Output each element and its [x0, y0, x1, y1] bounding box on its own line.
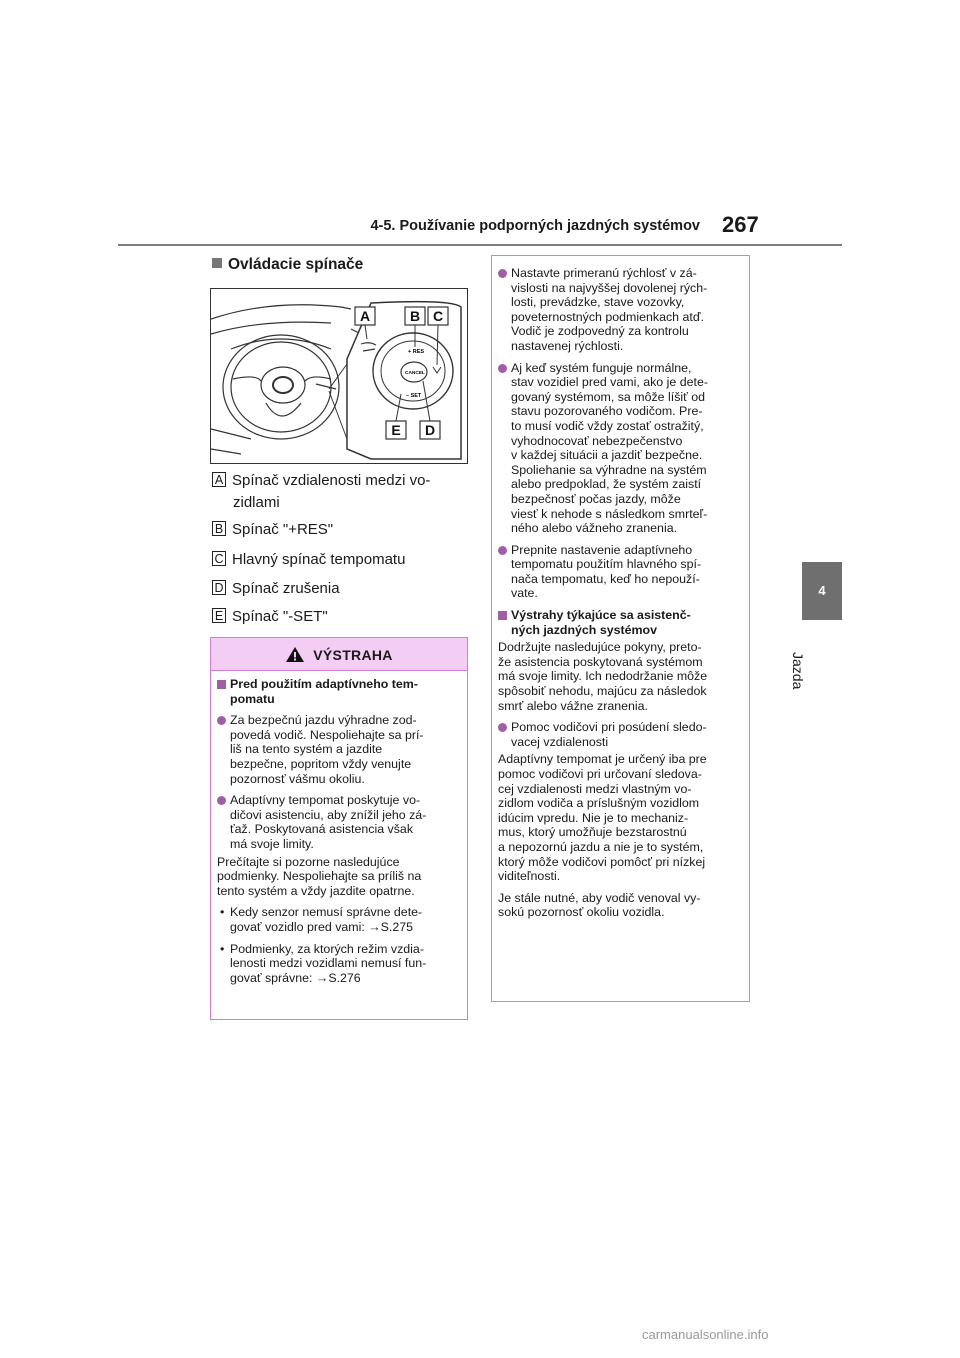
right-bullet: Pomoc vodičovi pri posúdení sledo- vacej vzdialenosti [498, 720, 743, 749]
warning-triangle-icon [285, 646, 305, 663]
section-title-text: Ovládacie spínače [228, 256, 364, 273]
cancel-button-text: CANCEL [405, 371, 425, 376]
legend-key: A [212, 472, 226, 487]
legend-item-b [212, 519, 462, 541]
warning-bullet: Adaptívny tempomat poskytuje vo- dičovi asistenciu, aby znížil jeho zá- ťaž. Poskytovaná asistencia však má svoje limity. [217, 793, 461, 851]
label-c: C [432, 308, 444, 324]
legend-item-d [212, 578, 462, 600]
legend-text: Spínač "+RES" [232, 521, 334, 538]
warning-heading: Pred použitím adaptívneho tem- pomatu [217, 677, 461, 706]
section-title [212, 256, 363, 274]
legend-item-a [212, 470, 462, 514]
right-paragraph: Adaptívny tempomat je určený iba pre pomoc vodičovi pri určovaní sledova- cej vzdialenosti medzi vlastným vo- zidlom vodiča a príslušným vozidlom idúcim vpredu. Nie je to mechaniz- mus, ktorý umožňuje bezstarostnú a nepozornú jazdu a nie je to systém, ktorý môže vodičovi pomôcť pri nízkej viditeľnosti. [498, 752, 707, 884]
chapter-label-text: Jazda [790, 652, 806, 690]
right-bullet: Aj keď systém funguje normálne, stav vozidiel pred vami, ako je dete- govaný systémom, sa môže líšiť od stavu pozorovaného vodičom. Pre- to musí vodič vždy zostať ostražitý, vyhodnocovať nebezpečenstvo v každej situácii a jazdiť bezpečne. Spoliehanie sa výhradne na systém alebo predpoklad, že systém zaistí bezpečnosť počas jazdy, môže viesť k nehode s následkom smrteľ- ného alebo vážneho zranenia. [498, 361, 743, 536]
legend-text: Hlavný spínač tempomatu [232, 551, 406, 568]
warning-title: VÝSTRAHA [313, 647, 393, 663]
chapter-tab: 4 [802, 562, 842, 620]
right-paragraph: Dodržujte nasledujúce pokyny, preto- že asistencia poskytovaná systémom má svoje limity. Ich nedodržanie môže spôsobiť nehodu, majúcu za následok smrť alebo vážne zranenia. [498, 640, 708, 713]
header-divider [118, 244, 842, 246]
warning-sub-bullet: • Kedy senzor nemusí správne dete- govať vozidlo pred vami: →S.275 [217, 905, 461, 934]
right-paragraph: Je stále nutné, aby vodič venoval vy- sokú pozornosť okoliu vozidla. [498, 890, 701, 920]
chapter-label [778, 652, 818, 712]
legend-item-c [212, 549, 462, 571]
legend-key: D [212, 580, 226, 595]
legend-text-cont: zidlami [233, 494, 280, 511]
legend-text: Spínač zrušenia [232, 580, 340, 597]
steering-wheel-diagram [211, 289, 467, 463]
legend-text: Spínač vzdialenosti medzi vo- [232, 472, 431, 489]
label-e: E [391, 422, 401, 438]
warning-sub-bullet: • Podmienky, za ktorých režim vzdia- lenosti medzi vozidlami nemusí fun- govať správne: →S.276 [217, 942, 461, 986]
label-d: D [424, 422, 436, 438]
warning-paragraph: Prečítajte si pozorne nasledujúce podmienky. Nespoliehajte sa príliš na tento systém a vždy jazdite opatrne. [217, 854, 422, 898]
warning-header [211, 638, 467, 671]
right-heading: Výstrahy týkajúce sa asistenč- ných jazdných systémov [498, 608, 743, 637]
label-b: B [409, 308, 421, 324]
right-bullet: Prepnite nastavenie adaptívneho tempomatu použitím hlavného spí- nača tempomatu, keď ho nepouží- vate. [498, 543, 743, 601]
switch-illustration [210, 288, 468, 464]
legend-item-e [212, 606, 462, 628]
legend-key: B [212, 521, 226, 536]
footer-watermark: carmanualsonline.info [642, 1327, 769, 1342]
label-a: A [359, 308, 371, 324]
legend-key: C [212, 551, 226, 566]
right-bullet: Nastavte primeranú rýchlosť v zá- vislosti na najvyššej dovolenej rých- losti, prevádzke, stave vozovky, poveternostných podmienkach atď. Vodič je zodpovedný za kontrolu nastavenej rýchlosti. [498, 266, 743, 354]
warning-bullet: Za bezpečnú jazdu výhradne zod- povedá vodič. Nespoliehajte sa prí- liš na tento systém a jazdite bezpečne, popritom vždy venujte pozornosť vášmu okoliu. [217, 713, 461, 786]
warning-box [210, 637, 468, 1020]
set-button-text: – SET [406, 393, 422, 399]
square-bullet-icon [212, 258, 222, 268]
legend-key: E [212, 608, 226, 623]
page-number: 267 [722, 212, 759, 237]
res-button-text: + RES [408, 349, 425, 355]
right-warning-box [491, 255, 750, 1002]
running-header-title: 4-5. Používanie podporných jazdných systémov [370, 218, 700, 234]
legend-text: Spínač "-SET" [232, 608, 328, 625]
